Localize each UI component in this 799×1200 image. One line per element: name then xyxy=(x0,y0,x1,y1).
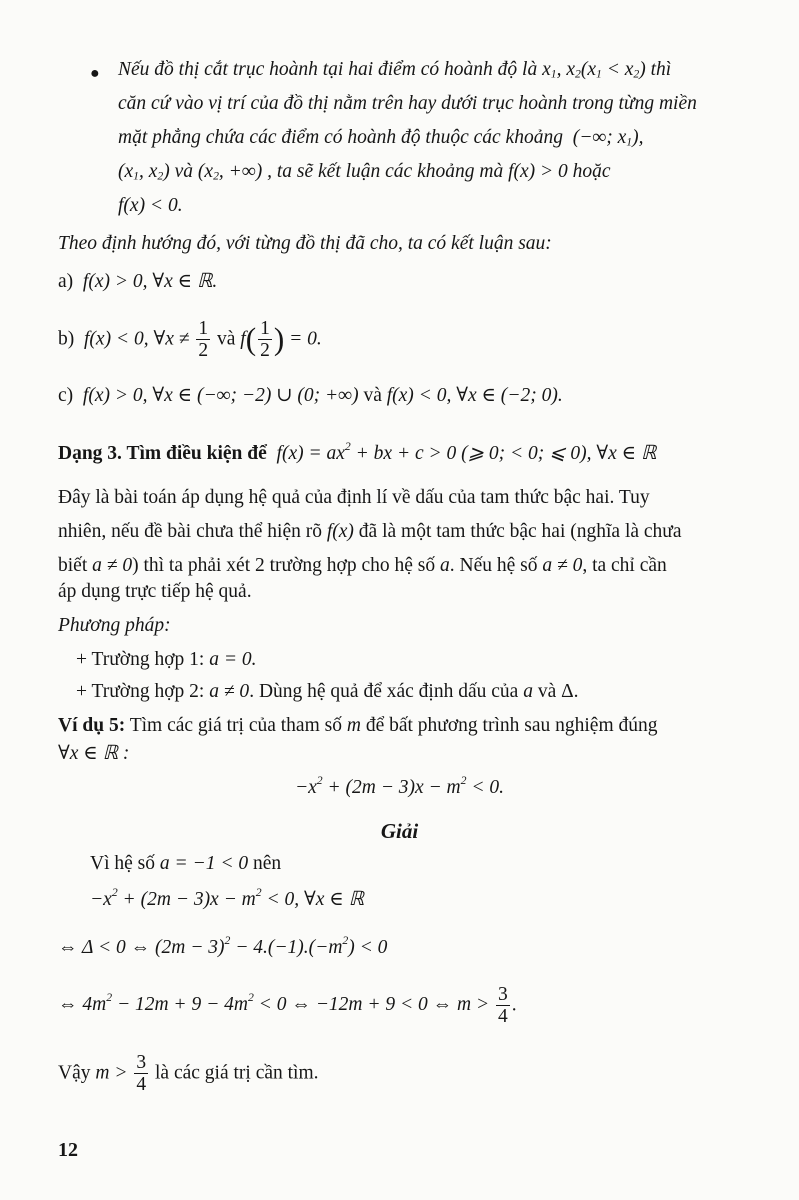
math: ($x_2$, +∞) xyxy=(197,161,263,183)
conclusion xyxy=(58,1052,788,1096)
text: Vậy xyxy=(58,1062,96,1084)
text: và xyxy=(174,161,198,182)
math: f xyxy=(240,328,246,350)
text: Nếu đồ thị cắt trục hoành tại hai điểm có hoành độ là xyxy=(118,59,543,80)
text: và Δ. xyxy=(532,681,579,702)
case-1 xyxy=(76,648,776,672)
inequality xyxy=(0,776,799,800)
math: a ≠ 0 xyxy=(209,681,250,702)
fraction: $\frac{3}{4}$ xyxy=(498,984,508,1028)
text: là các giá trị cần tìm. xyxy=(155,1062,319,1084)
method-label: Phương pháp: xyxy=(58,615,171,636)
paragraph-line xyxy=(58,520,788,544)
solution-line xyxy=(90,852,780,876)
bullet-line-5 xyxy=(118,194,788,218)
text: biết xyxy=(58,555,93,576)
text: + Trường hợp 1: xyxy=(76,649,210,670)
solution-line xyxy=(58,936,788,960)
text: Tìm các giá trị của tham số xyxy=(125,715,347,736)
text: và xyxy=(216,328,241,350)
math: (−∞; $x_1$), xyxy=(567,127,644,149)
math: $-x^2 + (2m - 3)x - m^2 < 0$. xyxy=(294,774,505,798)
math: ($x_1$, $x_2$) xyxy=(118,161,170,183)
math: f(x) < 0, ∀x ≠ xyxy=(79,328,190,350)
paragraph: Theo định hướng đó, với từng đồ thị đã cho, ta có kết luận sau: xyxy=(58,233,552,254)
text: để bất phương trình sau nghiệm đúng xyxy=(360,715,658,736)
math: f(x) > 0, ∀x ∈ (−∞; −2) ∪ (0; +∞) xyxy=(78,385,359,406)
math: m > xyxy=(95,1062,128,1084)
math: $-x^2 + (2m - 3)x - m^2 < 0$, ∀x ∈ ℝ xyxy=(90,886,365,910)
math: f(x) < 0. xyxy=(118,195,183,216)
text: hoặc xyxy=(572,161,611,182)
text: ) thì ta phải xét 2 trường hợp cho hệ số xyxy=(132,555,441,576)
example-label: Ví dụ 5: xyxy=(58,715,126,736)
math: f(x) < 0, ∀x ∈ (−2; 0). xyxy=(386,385,563,406)
example-line-1 xyxy=(58,714,788,738)
paragraph-line: Đây là bài toán áp dụng hệ quả của định lí về dấu của tam thức bậc hai. Tuy xyxy=(58,487,650,508)
text: đã là một tam thức bậc hai (nghĩa là chưa xyxy=(353,521,682,542)
heading-text: Dạng 3. Tìm điều kiện để xyxy=(58,443,267,464)
math: f(x) > 0 xyxy=(508,161,568,182)
bullet-line-1 xyxy=(118,58,788,82)
fraction: $\frac{3}{4}$ xyxy=(136,1052,147,1096)
section-heading xyxy=(58,442,788,466)
text: và xyxy=(363,385,387,406)
text: thì xyxy=(650,59,672,80)
math: a = −1 < 0 xyxy=(159,853,249,874)
fraction: $\frac{1}{2}$ xyxy=(260,318,270,362)
item-c xyxy=(58,384,788,408)
bullet-line-2 xyxy=(118,92,788,116)
math: a xyxy=(440,555,450,576)
text: nhiên, nếu đề bài chưa thể hiện rõ xyxy=(58,521,327,542)
math: a ≠ 0 xyxy=(92,555,133,576)
solution-line: ⇔ $4m^2 - 12m + 9 - 4m^2 < 0$ ⇔ −12m + 9 < 0 ⇔ m > $\frac{3}{4}$ . xyxy=(58,984,517,1028)
item-b: b) f(x) < 0, ∀x ≠ $\frac{1}{2}$ và f( $\frac{1}{2}$ ) = 0. xyxy=(58,318,322,362)
math: ⇔ Δ < 0 ⇔ $(2m - 3)^2 - 4.(-1).(-m^2) < 0$ xyxy=(58,934,388,958)
text: . Dùng hệ quả để xác định dấu của xyxy=(249,681,524,702)
label: b) xyxy=(58,328,75,350)
text: + Trường hợp 2: xyxy=(76,681,210,702)
item-a xyxy=(58,270,788,294)
bullet-line-3 xyxy=(118,126,788,150)
math: a xyxy=(523,681,533,702)
solution-title: Giải xyxy=(380,819,419,843)
math: m xyxy=(346,715,361,736)
text: , ta sẽ kết luận các khoảng mà xyxy=(267,161,509,182)
text: nên xyxy=(248,853,282,874)
paragraph-line xyxy=(58,554,788,578)
math: a ≠ 0 xyxy=(542,555,583,576)
paragraph-line: áp dụng trực tiếp hệ quả. xyxy=(58,581,252,602)
solution-line xyxy=(90,888,780,912)
text: . Nếu hệ số xyxy=(449,555,543,576)
math: f(x) > 0, ∀x ∈ ℝ. xyxy=(78,271,218,292)
label: a) xyxy=(58,271,74,292)
math: ∀x ∈ ℝ : xyxy=(58,743,130,764)
page-number: 12 xyxy=(58,1139,78,1161)
text: mặt phẳng chứa các điểm có hoành độ thuộc các khoảng xyxy=(118,127,563,148)
case-2 xyxy=(76,680,776,704)
text: , ta chỉ cần xyxy=(582,555,667,576)
math: a = 0. xyxy=(209,649,257,670)
math: $x_1$, $x_2(x_1 < x_2)$ xyxy=(542,59,646,81)
example-line-2 xyxy=(58,742,788,766)
math: f(x) xyxy=(326,521,354,542)
math: ⇔ $4m^2 - 12m + 9 - 4m^2 < 0$ ⇔ −12m + 9 < 0 ⇔ m > xyxy=(58,991,490,1016)
bullet-line-4 xyxy=(118,160,788,184)
bullet-dot: ● xyxy=(90,65,100,82)
label: c) xyxy=(58,385,74,406)
fraction: $\frac{1}{2}$ xyxy=(198,318,209,362)
text: Vì hệ số xyxy=(90,853,160,874)
math: $f(x) = ax^2$ + bx + c > 0 (⩾ 0; < 0; ⩽ 0), ∀x ∈ ℝ xyxy=(271,440,657,464)
text: căn cứ vào vị trí của đồ thị nằm trên hay dưới trục hoành trong từng miền xyxy=(118,93,697,114)
